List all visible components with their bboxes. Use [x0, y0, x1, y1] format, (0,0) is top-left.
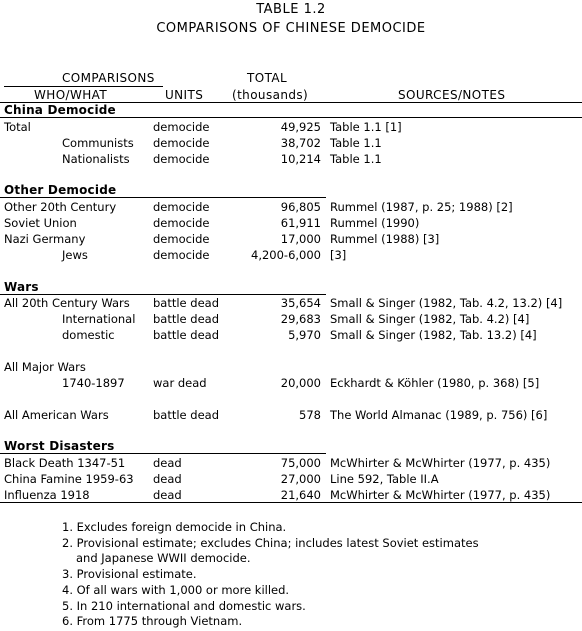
row-units: battle dead	[153, 328, 220, 342]
row-total: 38,702	[280, 136, 321, 150]
row-source: Table 1.1	[330, 152, 382, 166]
row-source: Line 592, Table II.A	[330, 472, 439, 486]
footnote: 5. In 210 international and domestic wars.	[62, 599, 306, 613]
section-title-disasters: Worst Disasters	[4, 439, 115, 453]
row-units: battle dead	[153, 296, 220, 310]
row-units: democide	[153, 120, 210, 134]
row-who: domestic	[62, 328, 115, 342]
footnote: 6. From 1775 through Vietnam.	[62, 614, 243, 628]
section-title-china: China Democide	[4, 103, 116, 117]
section-rule	[0, 294, 326, 295]
row-who: Communists	[62, 136, 134, 150]
row-source: Eckhardt & Köhler (1980, p. 368) [5]	[330, 376, 540, 390]
row-who: Other 20th Century	[4, 200, 117, 214]
footnote: 2. Provisional estimate; excludes China; includes latest Soviet estimates	[62, 536, 479, 550]
table-title: COMPARISONS OF CHINESE DEMOCIDE	[156, 21, 426, 36]
row-source: Rummel (1990)	[330, 216, 420, 230]
row-total: 75,000	[280, 456, 321, 470]
row-who: Nazi Germany	[4, 232, 86, 246]
row-total: 5,970	[288, 328, 321, 342]
row-total: 61,911	[280, 216, 321, 230]
row-units: war dead	[153, 376, 207, 390]
row-total: 96,805	[280, 200, 321, 214]
row-units: democide	[153, 248, 210, 262]
header-underline	[4, 86, 163, 87]
row-total: 4,200-6,000	[251, 248, 321, 262]
row-source: [3]	[330, 248, 347, 262]
row-units: dead	[153, 472, 182, 486]
row-units: democide	[153, 152, 210, 166]
row-total: 21,640	[280, 488, 321, 502]
footnote: 3. Provisional estimate.	[62, 567, 197, 581]
table-bottom-rule	[0, 502, 582, 503]
row-units: democide	[153, 136, 210, 150]
row-source: Small & Singer (1982, Tab. 13.2) [4]	[330, 328, 537, 342]
row-who: Total	[4, 120, 31, 134]
row-units: democide	[153, 216, 210, 230]
row-source: McWhirter & McWhirter (1977, p. 435)	[330, 488, 551, 502]
row-units: dead	[153, 456, 182, 470]
section-rule	[0, 117, 582, 118]
row-who: All American Wars	[4, 408, 109, 422]
footnote: 1. Excludes foreign democide in China.	[62, 520, 287, 534]
row-source: Small & Singer (1982, Tab. 4.2) [4]	[330, 312, 530, 326]
row-source: Rummel (1987, p. 25; 1988) [2]	[330, 200, 513, 214]
footnote: 4. Of all wars with 1,000 or more killed.	[62, 583, 290, 597]
row-who: 1740-1897	[62, 376, 125, 390]
section-rule	[0, 197, 326, 198]
row-total: 578	[299, 408, 321, 422]
row-source: Table 1.1 [1]	[330, 120, 402, 134]
header-sources-notes: SOURCES/NOTES	[398, 88, 506, 102]
row-total: 49,925	[280, 120, 321, 134]
row-total: 17,000	[280, 232, 321, 246]
row-units: battle dead	[153, 408, 220, 422]
header-total: TOTAL	[247, 71, 288, 85]
table-number: TABLE 1.2	[256, 2, 326, 17]
header-who-what: WHO/WHAT	[34, 88, 108, 102]
row-who: China Famine 1959-63	[4, 472, 134, 486]
section-rule	[0, 453, 326, 454]
header-comparisons: COMPARISONS	[62, 71, 155, 85]
row-source: McWhirter & McWhirter (1977, p. 435)	[330, 456, 551, 470]
row-units: dead	[153, 488, 182, 502]
row-total: 20,000	[280, 376, 321, 390]
row-who: International	[62, 312, 136, 326]
section-title-wars: Wars	[4, 280, 39, 294]
row-units: democide	[153, 232, 210, 246]
row-units: democide	[153, 200, 210, 214]
row-who: All Major Wars	[4, 360, 86, 374]
row-who: Soviet Union	[4, 216, 77, 230]
row-who: Nationalists	[62, 152, 130, 166]
row-total: 27,000	[280, 472, 321, 486]
row-source: Table 1.1	[330, 136, 382, 150]
row-who: Influenza 1918	[4, 488, 90, 502]
row-source: The World Almanac (1989, p. 756) [6]	[330, 408, 548, 422]
header-units: UNITS	[165, 88, 204, 102]
row-source: Rummel (1988) [3]	[330, 232, 440, 246]
row-who: All 20th Century Wars	[4, 296, 130, 310]
row-total: 10,214	[280, 152, 321, 166]
footnote-continuation: and Japanese WWII democide.	[76, 551, 251, 565]
row-who: Black Death 1347-51	[4, 456, 126, 470]
row-total: 29,683	[280, 312, 321, 326]
row-source: Small & Singer (1982, Tab. 4.2, 13.2) [4]	[330, 296, 563, 310]
row-units: battle dead	[153, 312, 220, 326]
row-total: 35,654	[280, 296, 321, 310]
row-who: Jews	[62, 248, 88, 262]
header-thousands: (thousands)	[232, 88, 309, 102]
section-title-other: Other Democide	[4, 183, 117, 197]
